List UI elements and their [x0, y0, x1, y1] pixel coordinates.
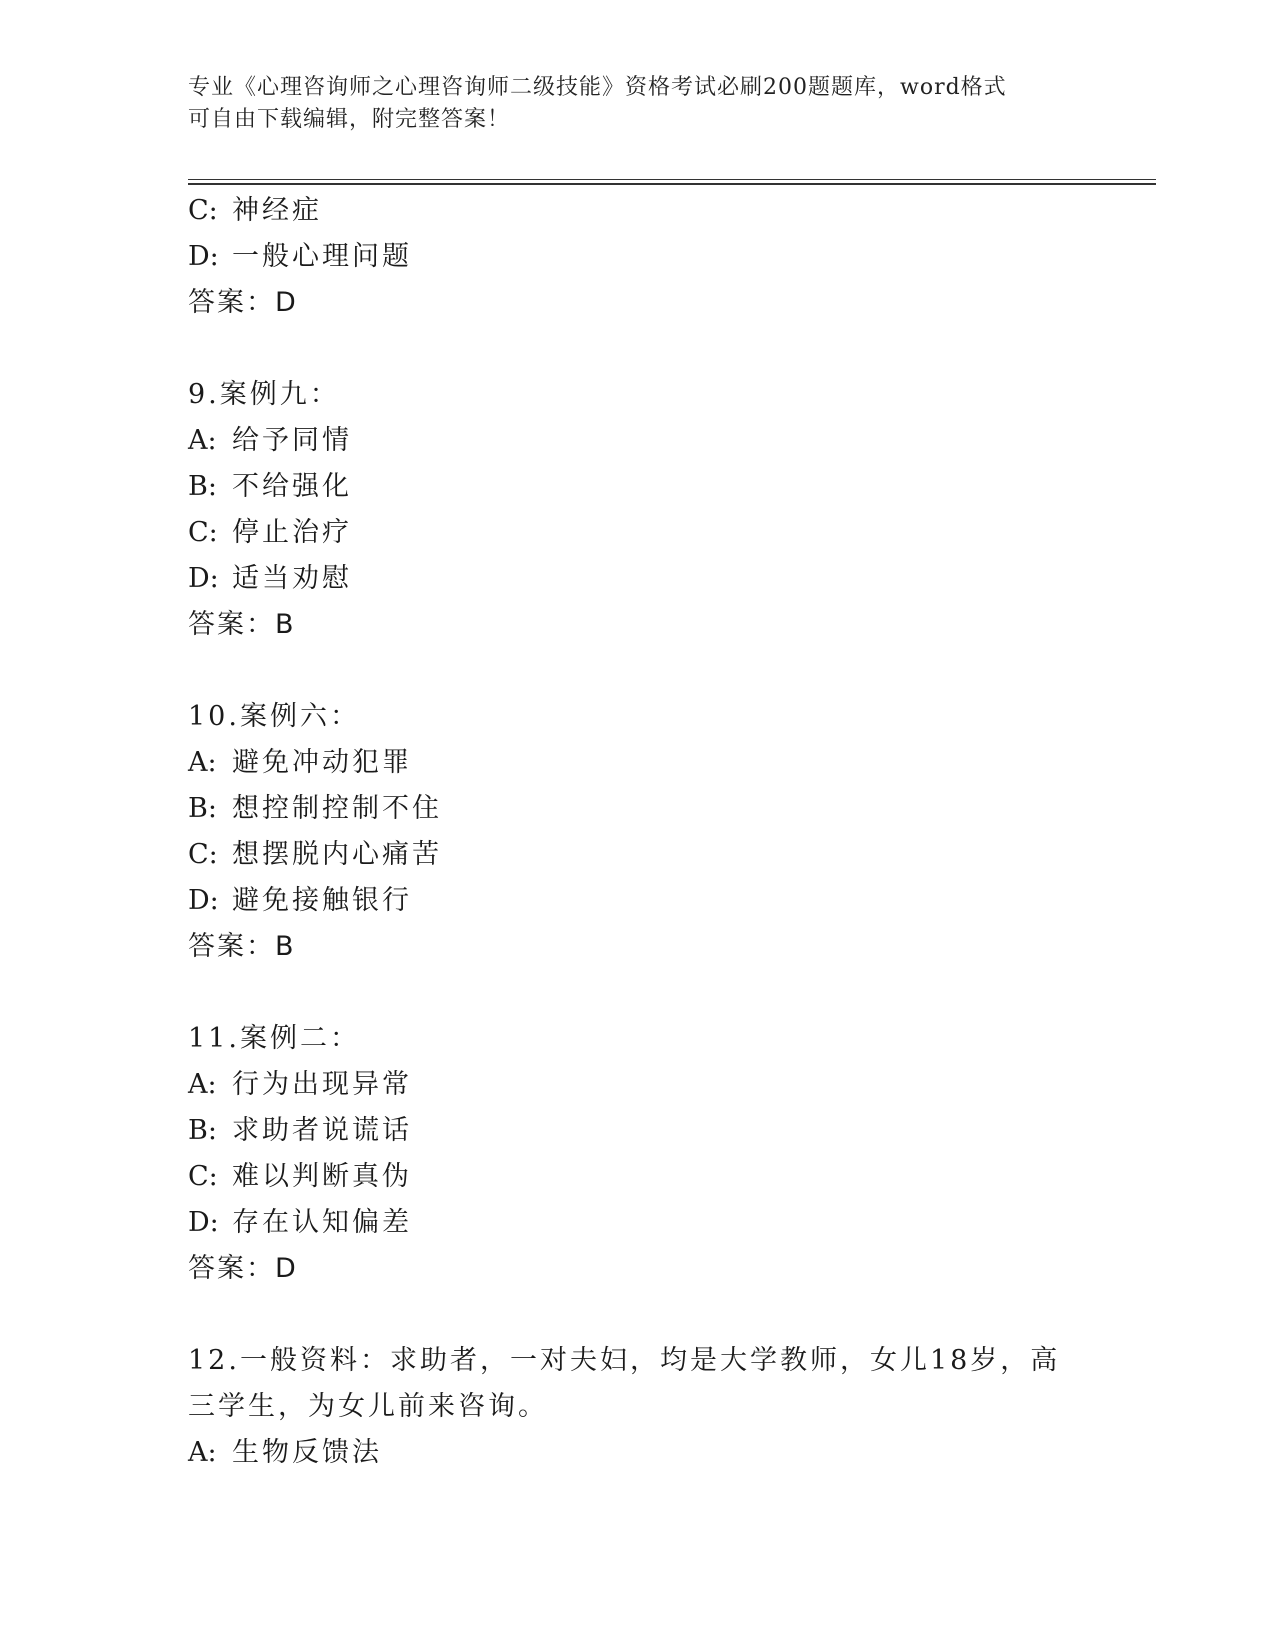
option-text: 停止治疗 — [232, 517, 352, 548]
option-label: D: — [188, 241, 219, 272]
spacer — [188, 1292, 1088, 1338]
question-11 — [188, 1016, 1088, 1292]
option-text: 给予同情 — [232, 425, 352, 456]
question-title: 10.案例六： — [188, 701, 360, 732]
spacer — [188, 970, 1088, 1016]
option-label: C: — [188, 517, 218, 548]
option-label: A: — [188, 747, 217, 778]
option-label: D: — [188, 563, 219, 594]
option-row — [188, 556, 1088, 602]
option-label: A: — [188, 425, 217, 456]
option-row — [188, 418, 1088, 464]
option-text: 行为出现异常 — [232, 1069, 412, 1100]
question-12 — [188, 1338, 1088, 1476]
option-label: A: — [188, 1437, 217, 1468]
option-row — [188, 510, 1088, 556]
option-text: 存在认知偏差 — [232, 1207, 412, 1238]
option-label: C: — [188, 1161, 218, 1192]
question-title: 9.案例九： — [188, 379, 340, 410]
option-text: 难以判断真伪 — [232, 1161, 412, 1192]
option-text: 不给强化 — [232, 471, 352, 502]
option-text: 神经症 — [232, 195, 322, 226]
answer-line: 答案：B — [188, 609, 296, 640]
answer-line: 答案：D — [188, 1253, 298, 1284]
option-row — [188, 740, 1088, 786]
spacer — [188, 648, 1088, 694]
option-row — [188, 1200, 1088, 1246]
option-row — [188, 786, 1088, 832]
question-10 — [188, 694, 1088, 970]
option-row — [188, 464, 1088, 510]
option-text: 求助者说谎话 — [232, 1115, 412, 1146]
option-label: B: — [188, 471, 217, 502]
option-text: 避免冲动犯罪 — [232, 747, 412, 778]
option-row — [188, 1108, 1088, 1154]
header-rule-thick — [188, 183, 1156, 185]
option-text: 生物反馈法 — [232, 1437, 382, 1468]
question-list — [188, 188, 1088, 1476]
question-title: 12.一般资料：求助者，一对夫妇，均是大学教师，女儿18岁，高三学生，为女儿前来咨询。 — [188, 1345, 1061, 1422]
option-text: 一般心理问题 — [232, 241, 412, 272]
spacer — [188, 326, 1088, 372]
option-row — [188, 878, 1088, 924]
question-9 — [188, 372, 1088, 648]
option-text: 想控制控制不住 — [232, 793, 442, 824]
option-label: C: — [188, 839, 218, 870]
option-text: 避免接触银行 — [232, 885, 412, 916]
header-line-2: 可自由下载编辑，附完整答案！ — [188, 107, 511, 132]
option-row — [188, 832, 1088, 878]
question-8-tail — [188, 188, 1088, 326]
option-label: B: — [188, 1115, 217, 1146]
option-row — [188, 1062, 1088, 1108]
header-line-1: 专业《心理咨询师之心理咨询师二级技能》资格考试必刷200题题库，word格式 — [188, 75, 1007, 100]
option-row — [188, 1154, 1088, 1200]
option-row — [188, 234, 1088, 280]
answer-line: 答案：D — [188, 287, 298, 318]
option-label: B: — [188, 793, 217, 824]
option-label: D: — [188, 1207, 219, 1238]
document-header — [188, 72, 1068, 136]
option-label: D: — [188, 885, 219, 916]
option-label: A: — [188, 1069, 217, 1100]
option-label: C: — [188, 195, 218, 226]
header-rule-thin — [188, 179, 1156, 180]
answer-line: 答案：B — [188, 931, 296, 962]
option-row — [188, 188, 1088, 234]
option-text: 适当劝慰 — [232, 563, 352, 594]
option-row — [188, 1430, 1088, 1476]
question-title: 11.案例二： — [188, 1023, 360, 1054]
option-text: 想摆脱内心痛苦 — [232, 839, 442, 870]
